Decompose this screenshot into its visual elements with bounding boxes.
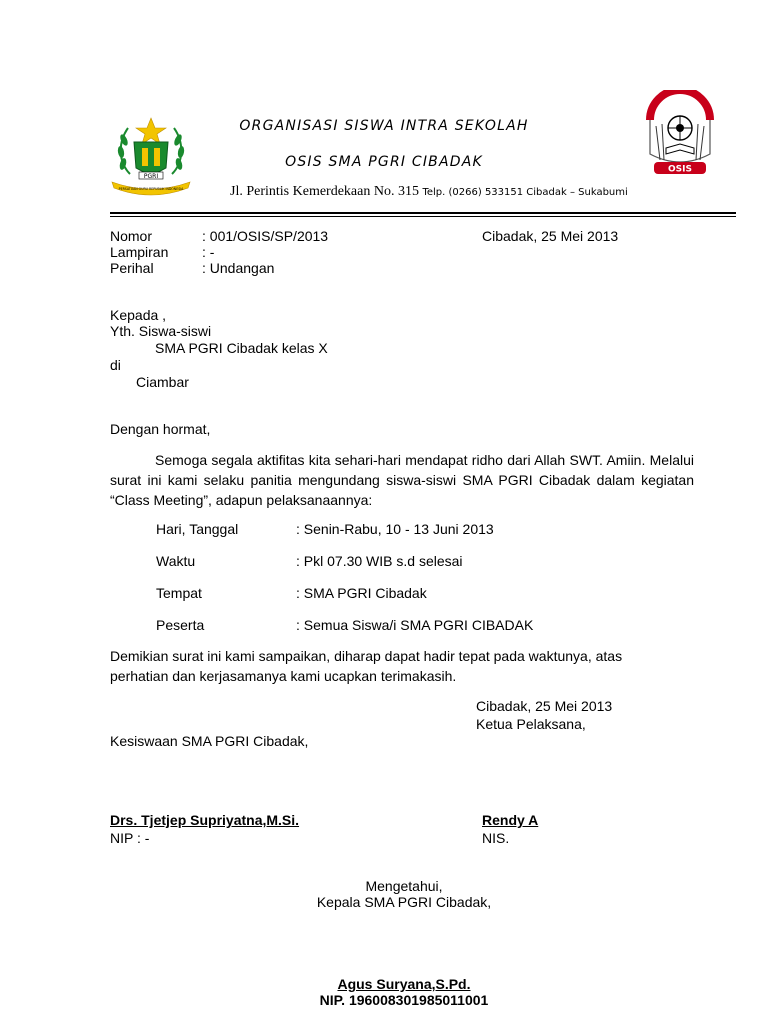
- detail-value-4: : Semua Siswa/i SMA PGRI CIBADAK: [296, 617, 534, 633]
- detail-label-2: Waktu: [156, 553, 196, 569]
- head-id: NIP. 196008301985011001: [319, 992, 489, 1008]
- head-name: Agus Suryana,S.Pd.: [337, 976, 471, 992]
- signer-right-id: NIS.: [482, 830, 510, 846]
- acknowledge-label: Mengetahui,: [365, 878, 443, 894]
- header-rule-thick: [110, 212, 736, 214]
- pgri-logo-ribbon: PERSATUAN GURU REPUBLIK INDONESIA: [118, 187, 184, 191]
- recipient-line-5: Ciambar: [136, 374, 189, 390]
- school-address: [230, 184, 628, 200]
- lampiran-value: : -: [202, 244, 215, 260]
- header-rule-thin: [110, 216, 736, 217]
- detail-value-3: : SMA PGRI Cibadak: [296, 585, 427, 601]
- detail-label-1: Hari, Tanggal: [156, 521, 239, 537]
- recipient-line-3: SMA PGRI Cibadak kelas X: [155, 340, 328, 356]
- sign-role-right: Ketua Pelaksana,: [476, 716, 586, 732]
- recipient-line-1: Kepada ,: [110, 307, 167, 323]
- sign-date: Cibadak, 25 Mei 2013: [476, 698, 613, 714]
- nomor-label: Nomor: [110, 228, 153, 244]
- detail-label-4: Peserta: [156, 617, 205, 633]
- osis-logo-label: OSIS: [668, 164, 692, 175]
- signer-left-name: Drs. Tjetjep Supriyatna,M.Si.: [110, 812, 300, 828]
- sign-role-left: Kesiswaan SMA PGRI Cibadak,: [110, 733, 309, 749]
- acknowledge-role: Kepala SMA PGRI Cibadak,: [316, 894, 492, 910]
- perihal-label: Perihal: [110, 260, 154, 276]
- nomor-value: : 001/OSIS/SP/2013: [202, 228, 329, 244]
- recipient-line-2: Yth. Siswa-siswi: [110, 323, 212, 339]
- school-name: OSIS SMA PGRI CIBADAK: [285, 154, 483, 170]
- signer-right-name: Rendy A: [482, 812, 539, 828]
- letter-date: Cibadak, 25 Mei 2013: [482, 228, 619, 244]
- detail-label-3: Tempat: [156, 585, 202, 601]
- recipient-line-4: di: [110, 357, 121, 373]
- lampiran-label: Lampiran: [110, 244, 169, 260]
- signer-left-id: NIP : -: [110, 830, 150, 846]
- address-phone: Telp. (0266) 533151 Cibadak – Sukabumi: [422, 187, 628, 198]
- perihal-value: : Undangan: [202, 260, 275, 276]
- detail-value-1: : Senin-Rabu, 10 - 13 Juni 2013: [296, 521, 494, 537]
- greeting: Dengan hormat,: [110, 421, 211, 437]
- org-name: ORGANISASI SISWA INTRA SEKOLAH: [239, 118, 529, 134]
- pgri-logo-label: PGRI: [143, 173, 159, 180]
- address-street: Jl. Perintis Kemerdekaan No. 315: [230, 184, 419, 199]
- opening-paragraph: Semoga segala aktifitas kita sehari-hari mendapat ridho dari Allah SWT. Amiin. Melalui surat ini kami selaku panitia mengundang siswa-siswi SMA PGRI Cibadak dalam kegiatan “Class Meeting”, adapun pelaksanaannya:: [110, 452, 694, 508]
- closing-paragraph: Demikian surat ini kami sampaikan, diharap dapat hadir tepat pada waktunya, atas perhatian dan kerjasamanya kami ucapkan terimakasih.: [110, 648, 623, 684]
- detail-value-2: : Pkl 07.30 WIB s.d selesai: [296, 553, 463, 569]
